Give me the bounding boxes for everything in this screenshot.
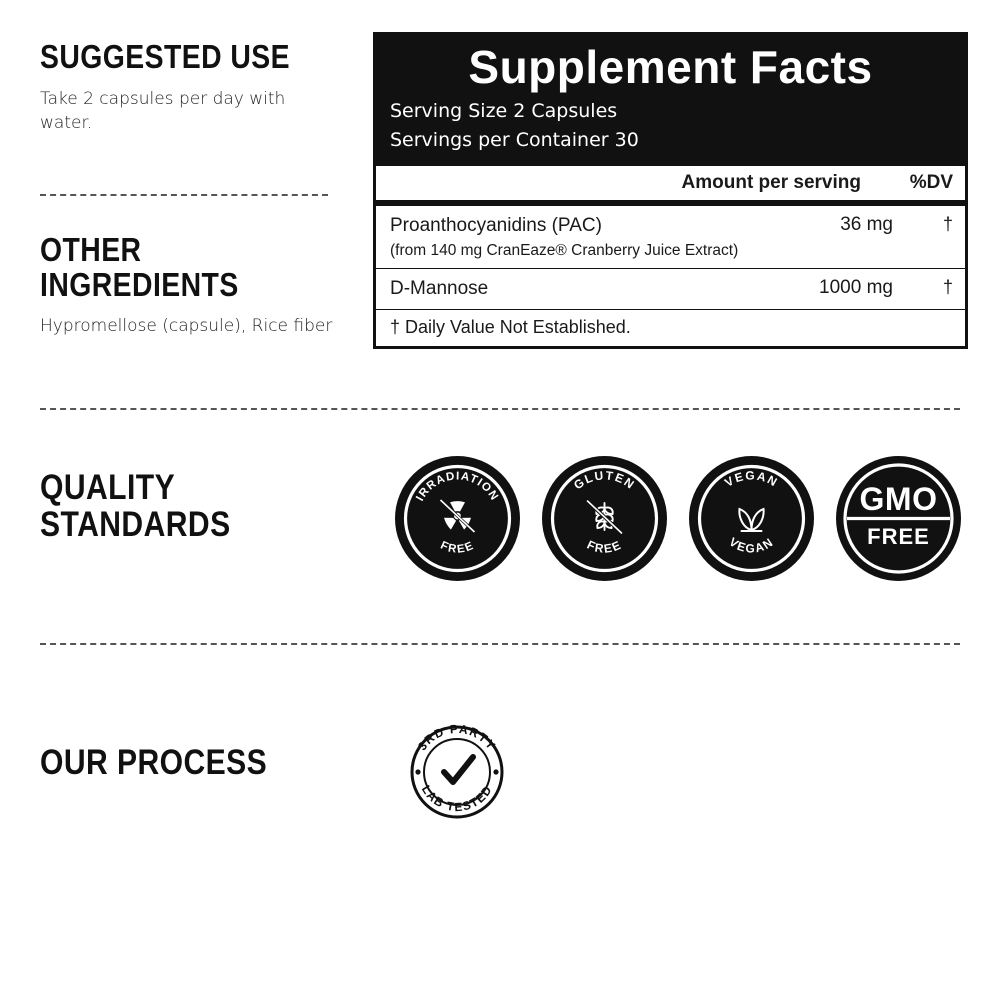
quality-standards-title: QUALITY STANDARDS [40,468,231,544]
vegan-badge [689,456,814,581]
nutrient-source-text: (from 140 mg CranEaze® Cranberry Juice Extract) [390,241,739,259]
gmo-free-icon [836,456,961,581]
checkmark-seal-icon [398,713,516,831]
servings-per-container-text: Servings per Container 30 [390,128,639,151]
vegan-leaf-icon [689,456,814,581]
supplement-facts-column-headers [376,166,965,206]
percent-dv-header: %DV [909,172,953,194]
daily-value-footnote: † Daily Value Not Established. [390,316,631,337]
nutrient-name [390,214,743,261]
svg-text:FREE: FREE [867,524,930,549]
nutrient-amount: 1000 mg [819,277,893,299]
svg-text:LAB TESTED: LAB TESTED [418,782,496,815]
amount-per-serving-header: Amount per serving [681,172,861,194]
quality-badge-row [395,456,961,581]
gluten-free-badge [542,456,667,581]
supplement-facts-panel [373,32,968,349]
nutrient-name-text: D-Mannose [390,278,489,300]
nutrient-dv: † [942,277,953,298]
nutrient-name [390,277,743,302]
svg-text:VEGAN: VEGAN [722,468,781,490]
divider-quality [40,408,960,410]
supplement-facts-title: Supplement Facts [468,41,873,93]
svg-text:FREE: FREE [584,537,625,556]
serving-size-text: Serving Size 2 Capsules [390,100,618,123]
supplement-facts-header [376,35,965,166]
gmo-free-badge [836,456,961,581]
suggested-use-body: Take 2 capsules per day with water. [40,88,286,134]
nutrient-name-text: Proanthocyanidins (PAC) [390,215,602,237]
gluten-free-icon [542,456,667,581]
third-party-lab-tested-badge [398,713,516,831]
nutrient-amount: 36 mg [840,214,893,236]
svg-text:IRRADIATION: IRRADIATION [414,470,501,504]
other-ingredients-section [40,233,370,339]
suggested-use-title: SUGGESTED USE [40,38,291,75]
nutrient-dv: † [942,214,953,235]
svg-text:FREE: FREE [438,539,477,556]
divider-process [40,643,960,645]
divider-suggested-use [40,194,328,196]
our-process-title: OUR PROCESS [40,743,268,782]
other-ingredients-body: Hypromellose (capsule), Rice fiber [40,316,333,337]
suggested-use-section [40,40,340,136]
svg-text:GMO: GMO [859,481,938,517]
irradiation-free-icon [395,456,520,581]
table-row [376,206,965,269]
svg-text:GLUTEN: GLUTEN [571,468,638,493]
svg-text:VEGAN: VEGAN [726,534,777,556]
other-ingredients-title: OTHER INGREDIENTS [40,231,239,303]
irradiation-free-badge [395,456,520,581]
table-row [376,269,965,310]
svg-text:3RD PARTY: 3RD PARTY [415,721,499,754]
